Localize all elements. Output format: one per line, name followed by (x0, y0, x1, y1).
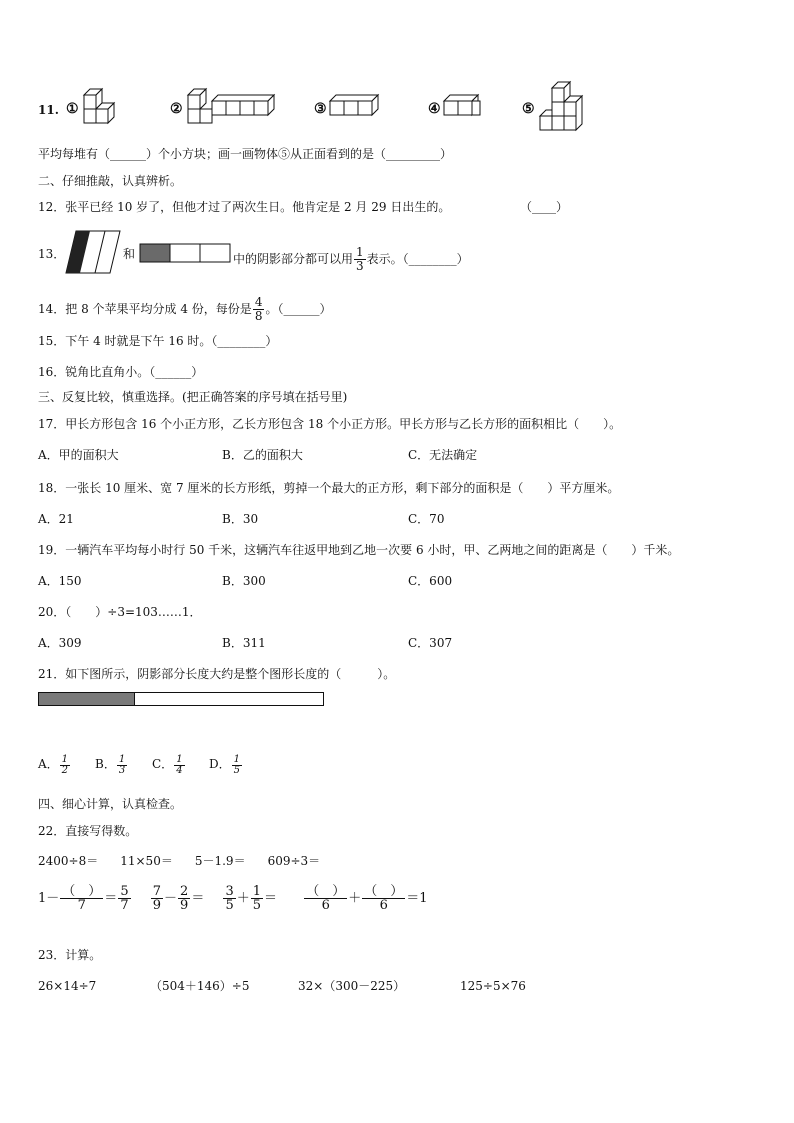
q17-option-b: B．乙的面积大 (222, 448, 303, 462)
cube-figure-1 (82, 83, 126, 127)
q22-row2 (38, 882, 428, 916)
section2-title: 二、仔细推敲，认真辨析。 (38, 174, 183, 188)
q15-text: 15．下午 4 时就是下午 16 时。（________） (38, 334, 278, 348)
q23-item-3: 32×（300－225） (298, 979, 406, 993)
q23-text: 23．计算。 (38, 948, 102, 962)
q12-text: 12．张平已经 10 岁了，但他才过了两次生日。他肯定是 2 月 29 日出生的。 (38, 200, 451, 214)
q13-and: 和 (123, 247, 136, 261)
q22-text: 22．直接写得数。 (38, 824, 138, 838)
q22-frac-expr-2: $\frac{7}{9}$ － $\frac{2}{9}$ ＝ (152, 884, 205, 913)
section4-title: 四、细心计算，认真检查。 (38, 797, 183, 811)
q22-expr-2: 11×50＝ (120, 854, 173, 868)
q13-text: 中的阴影部分都可以用 $\frac{1}{3}$ 表示。（________） (233, 245, 469, 273)
q22-row1 (38, 853, 342, 869)
q18-text: 18．一张长 10 厘米、宽 7 厘米的长方形纸，剪掉一个最大的正方形，剩下部分的面积是（ ）平方厘米。 (38, 481, 620, 495)
cube-figure-3 (328, 93, 388, 121)
q20-option-b: B．311 (222, 636, 266, 650)
q14-text: 14．把 8 个苹果平均分成 4 份，每份是 $\frac{4}{8}$ 。（______） (38, 295, 332, 323)
q22-expr-1: 2400÷8＝ (38, 854, 99, 868)
q14-fraction: $\frac{4}{8}$ (254, 295, 263, 323)
q11-option-4-label: ④ (428, 101, 441, 117)
q22-frac-expr-4: $\frac{( )}{6}$ ＋ $\frac{( )}{6}$ ＝1 (306, 884, 428, 913)
q17-option-a: A．甲的面积大 (38, 448, 119, 462)
cube-figure-2 (186, 83, 282, 129)
section3-title: 三、反复比较，慎重选择。(把正确答案的序号填在括号里) (38, 390, 348, 404)
q17-text: 17．甲长方形包含 16 个小正方形，乙长方形包含 18 个小正方形。甲长方形与乙长方形的面积相比（ ）。 (38, 417, 622, 431)
q16-text: 16．锐角比直角小。（______） (38, 365, 204, 379)
q13-fraction: $\frac{1}{3}$ (356, 245, 364, 273)
q21-option-a: A． $\frac{1}{2}$ (38, 754, 69, 776)
q11-number: 11. (38, 103, 59, 117)
q18-option-b: B．30 (222, 512, 259, 526)
q21-option-b: B． $\frac{1}{3}$ (95, 754, 126, 776)
q19-text: 19．一辆汽车平均每小时行 50 千米，这辆汽车往返甲地到乙地一次要 6 小时，甲、乙两地之间的距离是（ ）千米。 (38, 543, 680, 557)
q17-option-c: C．无法确定 (408, 448, 478, 462)
q23-item-2: （504＋146）÷5 (150, 979, 250, 993)
q20-option-c: C．307 (408, 636, 453, 650)
q11-question: 平均每堆有（______）个小方块；画一画物体⑤从正面看到的是（_________） (38, 147, 453, 161)
q20-text: 20．（ ）÷3=103……1． (38, 605, 202, 619)
rectangle-shaded (140, 244, 232, 264)
q20-option-a: A．309 (38, 636, 82, 650)
q21-option-c: C． $\frac{1}{4}$ (152, 754, 183, 776)
q11-option-3-label: ③ (314, 101, 327, 117)
q22-expr-4: 609÷3＝ (267, 854, 321, 868)
q18-option-a: A．21 (38, 512, 74, 526)
q11-option-5-label: ⑤ (522, 101, 535, 117)
q22-frac-expr-3: $\frac{3}{5}$ ＋ $\frac{1}{5}$ ＝ (225, 884, 278, 913)
q19-option-c: C．600 (408, 574, 453, 588)
length-bar-shaded (39, 693, 135, 705)
q22-expr-3: 5－1.9＝ (194, 854, 246, 868)
q18-option-c: C．70 (408, 512, 445, 526)
q19-option-a: A．150 (38, 574, 82, 588)
q21-text: 21．如下图所示，阴影部分长度大约是整个图形长度的（ ）。 (38, 667, 396, 681)
q23-item-1: 26×14÷7 (38, 979, 97, 993)
cube-figure-5 (538, 76, 588, 134)
cube-figure-4 (442, 93, 490, 121)
length-bar (38, 692, 324, 706)
q12-blank: （____） (520, 200, 569, 214)
q19-option-b: B．300 (222, 574, 266, 588)
q21-option-d: D． $\frac{1}{5}$ (209, 754, 240, 776)
q23-item-4: 125÷5×76 (460, 979, 526, 993)
q13-number: 13． (38, 247, 66, 261)
q11-option-1-label: ① (66, 101, 79, 117)
q22-frac-expr-1: 1－ $\frac{( )}{7}$ ＝ $\frac{5}{7}$ (38, 884, 129, 913)
parallelogram-shaded (66, 229, 122, 275)
q11-option-2-label: ② (170, 101, 183, 117)
